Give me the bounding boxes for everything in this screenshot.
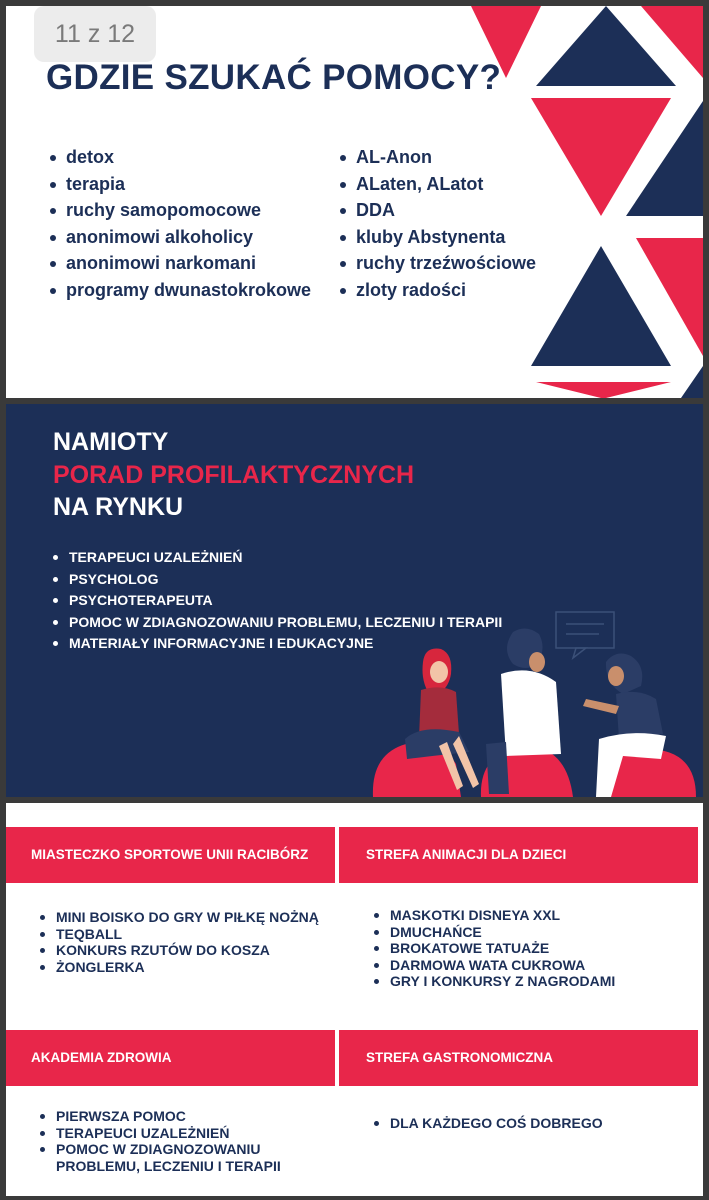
section-header-food-zone: STREFA GASTRONOMICZNA: [339, 1030, 698, 1086]
list-item: PSYCHOTERAPEUTA: [52, 590, 502, 612]
list-item: BROKATOWE TATUAŻE: [373, 940, 615, 957]
list-item: TERAPEUCI UZALEŻNIEŃ: [39, 1125, 299, 1142]
list-item: POMOC W ZDIAGNOZOWANIU PROBLEMU, LECZENIU I TERAPII: [39, 1141, 299, 1174]
list-item: MASKOTKI DISNEYA XXL: [373, 907, 615, 924]
list-item: DLA KAŻDEGO COŚ DOBREGO: [373, 1115, 603, 1132]
list-item: DDA: [338, 197, 536, 224]
list-item: DARMOWA WATA CUKROWA: [373, 957, 615, 974]
list-item: detox: [48, 144, 311, 171]
slide-title: GDZIE SZUKAĆ POMOCY?: [46, 58, 502, 97]
list-item: programy dwunastokrokowe: [48, 277, 311, 304]
sports-list: [39, 909, 319, 975]
list-item: MINI BOISKO DO GRY W PIŁKĘ NOŻNĄ: [39, 909, 319, 926]
list-item: anonimowi narkomani: [48, 250, 311, 277]
section-header-health-academy: AKADEMIA ZDROWIA: [6, 1030, 335, 1086]
list-item: anonimowi alkoholicy: [48, 224, 311, 251]
section-header-sports: MIASTECZKO SPORTOWE UNII RACIBÓRZ: [6, 827, 335, 883]
list-item: DMUCHAŃCE: [373, 924, 615, 941]
food-zone-list: [373, 1115, 603, 1132]
list-item: AL-Anon: [338, 144, 536, 171]
slide-help-sources: [6, 6, 703, 398]
list-item: zloty radości: [338, 277, 536, 304]
title-line-1: NAMIOTY: [53, 428, 169, 456]
people-talking-illustration: [361, 604, 701, 797]
list-item: ruchy samopomocowe: [48, 197, 311, 224]
health-academy-list: [39, 1108, 299, 1174]
list-item: PSYCHOLOG: [52, 569, 502, 591]
list-item: ŻONGLERKA: [39, 959, 319, 976]
list-item: TERAPEUCI UZALEŻNIEŃ: [52, 547, 502, 569]
list-item: TEQBALL: [39, 926, 319, 943]
help-list-right: [338, 144, 536, 303]
list-item: KONKURS RZUTÓW DO KOSZA: [39, 942, 319, 959]
slide-title: [53, 426, 414, 524]
list-item: MATERIAŁY INFORMACYJNE I EDUKACYJNE: [52, 633, 502, 655]
page-indicator: 11 z 12: [34, 6, 156, 62]
title-line-3: NA RYNKU: [53, 493, 184, 521]
title-line-2: PORAD PROFILAKTYCZNYCH: [53, 460, 415, 489]
list-item: terapia: [48, 171, 311, 198]
list-item: PIERWSZA POMOC: [39, 1108, 299, 1125]
list-item: ruchy trzeźwościowe: [338, 250, 536, 277]
list-item: kluby Abstynenta: [338, 224, 536, 251]
help-list-left: [48, 144, 311, 303]
section-header-kids-animation: STREFA ANIMACJI DLA DZIECI: [339, 827, 698, 883]
list-item: GRY I KONKURSY Z NAGRODAMI: [373, 973, 615, 990]
kids-animation-list: [373, 907, 615, 990]
list-item: ALaten, ALatot: [338, 171, 536, 198]
list-item: POMOC W ZDIAGNOZOWANIU PROBLEMU, LECZENIU I TERAPII: [52, 612, 502, 634]
slide-prevention-tents: [6, 404, 703, 797]
slide-event-zones: [6, 803, 703, 1196]
